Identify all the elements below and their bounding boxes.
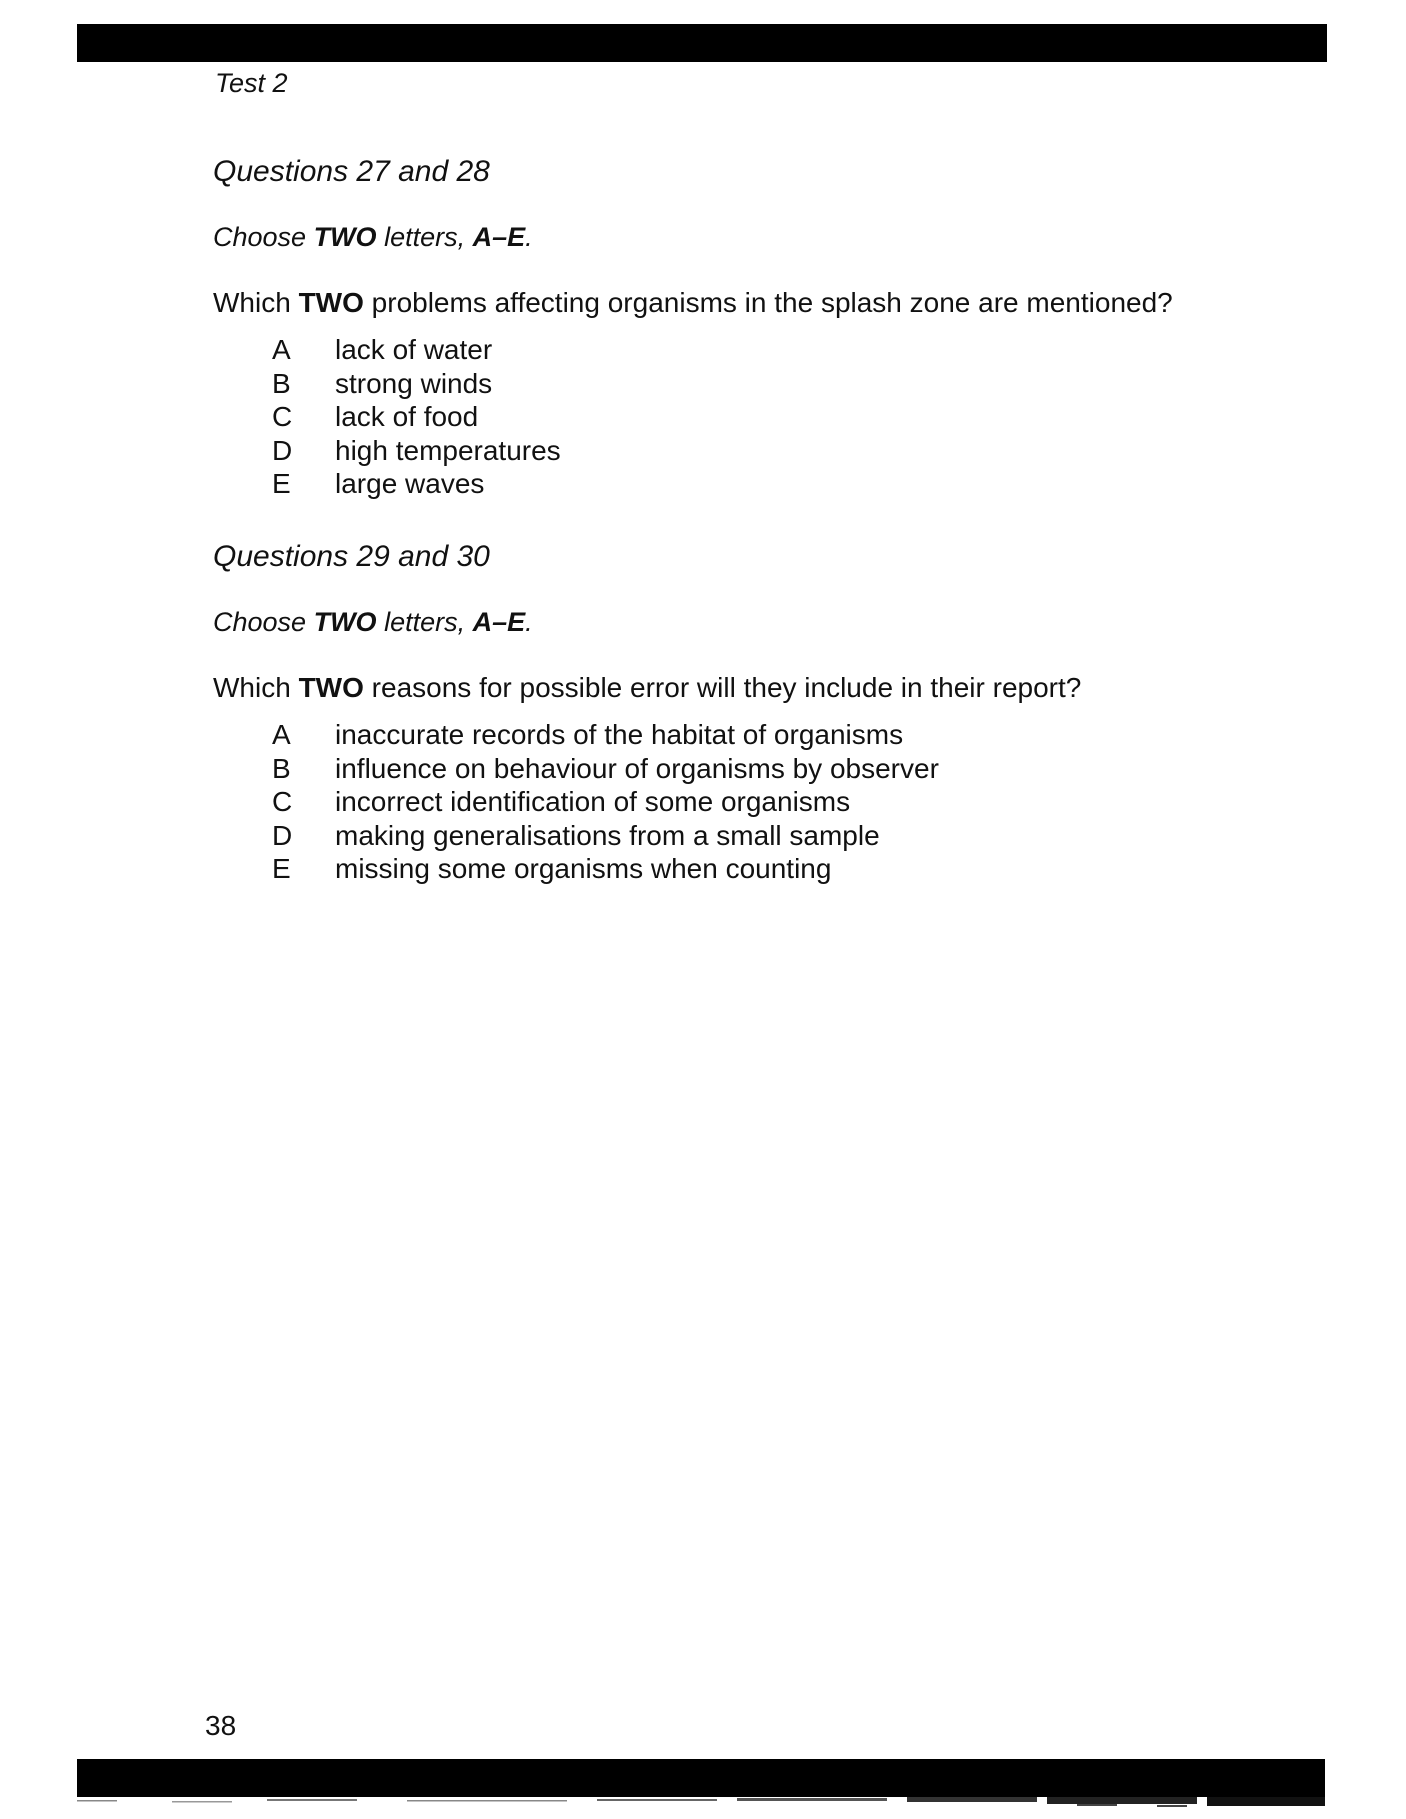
option-b [272, 367, 1213, 401]
option-c [272, 785, 1213, 819]
question-text [213, 671, 1213, 705]
option-text: lack of water [335, 334, 493, 365]
option-a [272, 718, 1213, 752]
option-letter: A [272, 719, 291, 750]
option-text: missing some organisms when counting [335, 853, 832, 884]
option-letter: B [272, 367, 291, 399]
question-rest: reasons for possible error will they include in their report? [363, 672, 1082, 703]
option-letter: C [272, 786, 293, 817]
instruction [213, 606, 1213, 638]
option-text: influence on behaviour of organisms by observer [335, 752, 939, 784]
option-text: inaccurate records of the habitat of organisms [335, 719, 904, 750]
instruction-range: A–E [472, 607, 526, 637]
option-text: high temperatures [335, 434, 561, 466]
top-bar [77, 24, 1327, 62]
option-text: large waves [335, 468, 485, 499]
section-heading: Questions 27 and 28 [213, 155, 490, 188]
instruction-suffix: . [525, 222, 533, 252]
option-text: making generalisations from a small sample [335, 819, 880, 851]
scan-noise-strip [77, 1797, 1325, 1811]
option-text: incorrect identification of some organisms [335, 786, 851, 817]
instruction-emphasis: TWO [313, 222, 377, 252]
option-text: lack of food [335, 401, 479, 432]
question-rest: problems affecting organisms in the splash zone are mentioned? [363, 287, 1173, 318]
option-list [272, 718, 1213, 886]
question-section-29-30 [213, 539, 1213, 886]
option-e [272, 467, 1213, 501]
option-letter: C [272, 401, 293, 432]
option-letter: D [272, 819, 293, 851]
question-prefix: Which [213, 672, 299, 703]
instruction [213, 221, 1213, 253]
instruction-prefix: Choose [213, 222, 314, 252]
option-a [272, 333, 1213, 367]
instruction-middle: letters, [376, 607, 473, 637]
option-letter: D [272, 434, 293, 466]
question-section-27-28 [213, 154, 1213, 501]
option-list [272, 333, 1213, 501]
option-letter: A [272, 334, 291, 365]
instruction-prefix: Choose [213, 607, 314, 637]
option-d [272, 434, 1213, 468]
section-heading: Questions 29 and 30 [213, 540, 490, 573]
bottom-bar [77, 1759, 1325, 1797]
option-e [272, 852, 1213, 886]
option-text: strong winds [335, 367, 493, 399]
running-head: Test 2 [215, 68, 288, 98]
option-d [272, 819, 1213, 853]
option-letter: E [272, 853, 291, 884]
instruction-emphasis: TWO [313, 607, 377, 637]
option-letter: B [272, 752, 291, 784]
instruction-suffix: . [525, 607, 533, 637]
instruction-middle: letters, [376, 222, 473, 252]
question-text [213, 286, 1213, 320]
question-emphasis: TWO [298, 287, 364, 318]
question-emphasis: TWO [298, 672, 364, 703]
option-c [272, 400, 1213, 434]
option-letter: E [272, 468, 291, 499]
instruction-range: A–E [472, 222, 526, 252]
page-number: 38 [205, 1710, 237, 1741]
question-prefix: Which [213, 287, 299, 318]
option-b [272, 752, 1213, 786]
